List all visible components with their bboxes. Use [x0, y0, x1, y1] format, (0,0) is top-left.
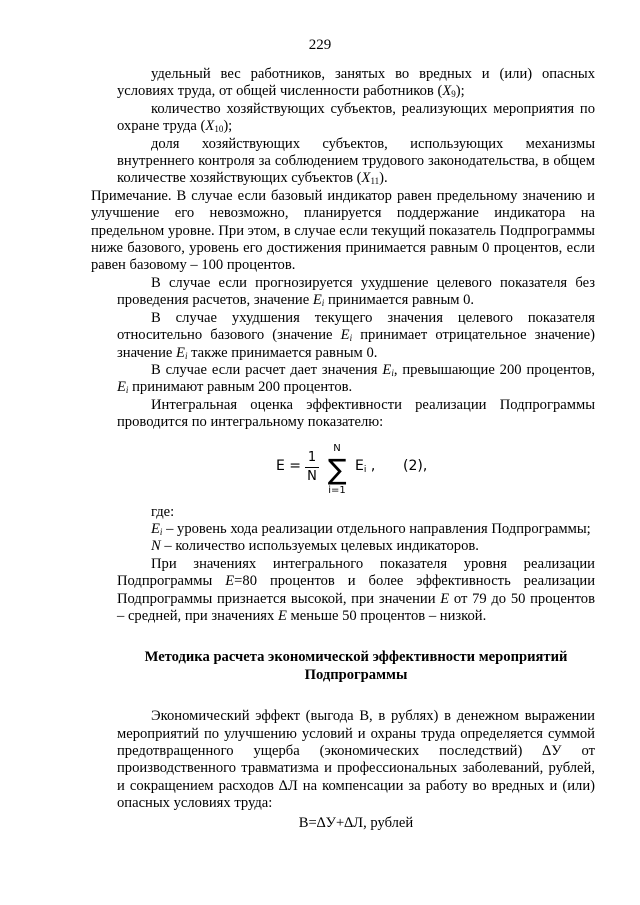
text-run: В случае если прогнозируется ухудшение целевого показателя без проведения расчетов, значение: [117, 274, 595, 309]
var-sub: i: [184, 350, 188, 361]
var-e: E: [151, 520, 160, 537]
economic-formula: В=∆У+∆Л, рублей: [298, 814, 414, 831]
term-e: E: [355, 457, 364, 474]
term-sub: i: [363, 464, 367, 475]
text-run: – уровень хода реализации отдельного направления Подпрограммы;: [162, 520, 591, 537]
summation: [323, 442, 351, 498]
var-sub: i: [159, 526, 163, 537]
var-e: E: [440, 590, 450, 607]
var-e: E: [340, 327, 350, 344]
page-number: 229: [308, 37, 332, 53]
text-run: меньше 50 процентов – низкой.: [286, 607, 487, 624]
var-e: E: [382, 361, 392, 378]
forecast-paragraph: [117, 275, 595, 310]
var-e: E: [176, 344, 185, 361]
indicator-x9-text: удельный вес работников, занятых во вредных и (или) опасных условиях труда, от общей численности работников (: [117, 66, 595, 100]
text-run: В случае ухудшения текущего значения целевого показателя относительно базового (значение: [117, 309, 595, 344]
var-e: E: [117, 379, 126, 396]
var-x: X: [205, 118, 215, 135]
var-sub: i: [125, 385, 129, 396]
formula-term: [355, 458, 375, 475]
var-e: E: [277, 607, 287, 624]
sigma-icon: ∑: [327, 452, 347, 486]
var-sub: 11: [370, 176, 380, 187]
term-comma: ,: [370, 457, 376, 474]
text-run: также принимается равным 0.: [187, 344, 378, 361]
economic-effect-paragraph: Экономический эффект (выгода В, в рублях) в денежном выражении мероприятий по улучшению условий и охраны труда определяется суммой предотвращенного ущерба (экономических последствий) ∆У от производственного травматизма и профессиональных заболеваний, рублей, и сокращением расходов ∆Л на компенсации за работу во вредных и (или) опасных условиях труда:: [117, 708, 595, 812]
var-sub: 9: [451, 89, 456, 100]
formula-number: (2),: [403, 457, 428, 474]
formula-numerator: 1: [307, 449, 317, 465]
indicator-x10-text: количество хозяйствующих субъектов, реализующих мероприятия по охране труда (: [117, 100, 595, 135]
var-e: E: [312, 292, 322, 309]
formula-denominator: N: [307, 468, 317, 484]
integral-formula: [117, 438, 595, 504]
sum-lower-limit: i=1: [328, 484, 346, 496]
text-run: В случае если расчет дает значения: [151, 361, 383, 378]
var-x: X: [442, 83, 452, 100]
indicator-x11-end: ).: [379, 170, 388, 187]
fraction-bar: [305, 467, 319, 468]
text-run: принимают равным 200 процентов.: [128, 379, 353, 396]
note-paragraph: Примечание. В случае если базовый индикатор равен предельному значению и улучшение его невозможно, планируется поддержание индикатора на предельном уровне. При этом, в случае если текущий показатель Подпрограммы ниже базового, уровень его достижения принимается равным 0 процентов, если равен базовому – 100 процентов.: [91, 187, 595, 274]
indicator-x10-end: );: [223, 118, 233, 135]
indicator-x9-end: );: [455, 83, 465, 100]
cap-paragraph: [117, 362, 595, 397]
var-sub: 10: [214, 124, 224, 135]
page-body: [91, 66, 596, 832]
indicator-x11-paragraph: [117, 136, 595, 188]
worsening-paragraph: [117, 310, 595, 362]
indicator-x10-paragraph: [117, 101, 595, 136]
var-e: E: [225, 573, 235, 590]
text-run: =80 процентов и более эффективность реализации Подпрограммы признается высокой, при значении: [117, 573, 596, 607]
formula-lhs: E =: [276, 457, 302, 474]
text-run: принимает отрицательное значение) значение: [117, 327, 595, 361]
var-sub: i: [391, 367, 394, 378]
legend-ei: [117, 521, 595, 538]
sum-upper-limit: N: [333, 442, 341, 454]
integral-intro-paragraph: Интегральная оценка эффективности реализации Подпрограммы проводится по интегральному показателю:: [117, 396, 595, 431]
var-sub: i: [321, 298, 325, 309]
assessment-paragraph: [117, 556, 595, 626]
text-run: При значениях интегрального показателя уровня реализации Подпрограммы: [117, 555, 595, 590]
text-run: , превышающие 200 процентов,: [393, 361, 595, 378]
where-label: где:: [151, 503, 175, 520]
var-sub: i: [349, 333, 353, 344]
text-run: принимается равным 0.: [324, 292, 475, 309]
formula-fraction: [305, 450, 319, 485]
indicator-x9-paragraph: [117, 66, 595, 101]
var-n: N: [151, 538, 161, 555]
indicator-x11-text: доля хозяйствующих субъектов, использующих механизмы внутреннего контроля за соблюдением трудового законодательства, в общем количестве хозяйствующих субъектов (: [117, 135, 595, 187]
text-run: – количество используемых целевых индикаторов.: [160, 538, 479, 555]
text-run: от 79 до 50 процентов – средней, при значениях: [117, 590, 595, 624]
legend-n: [117, 538, 595, 555]
var-x: X: [361, 170, 371, 187]
section-heading: Методика расчета экономической эффективности мероприятий Подпрограммы: [144, 649, 568, 683]
